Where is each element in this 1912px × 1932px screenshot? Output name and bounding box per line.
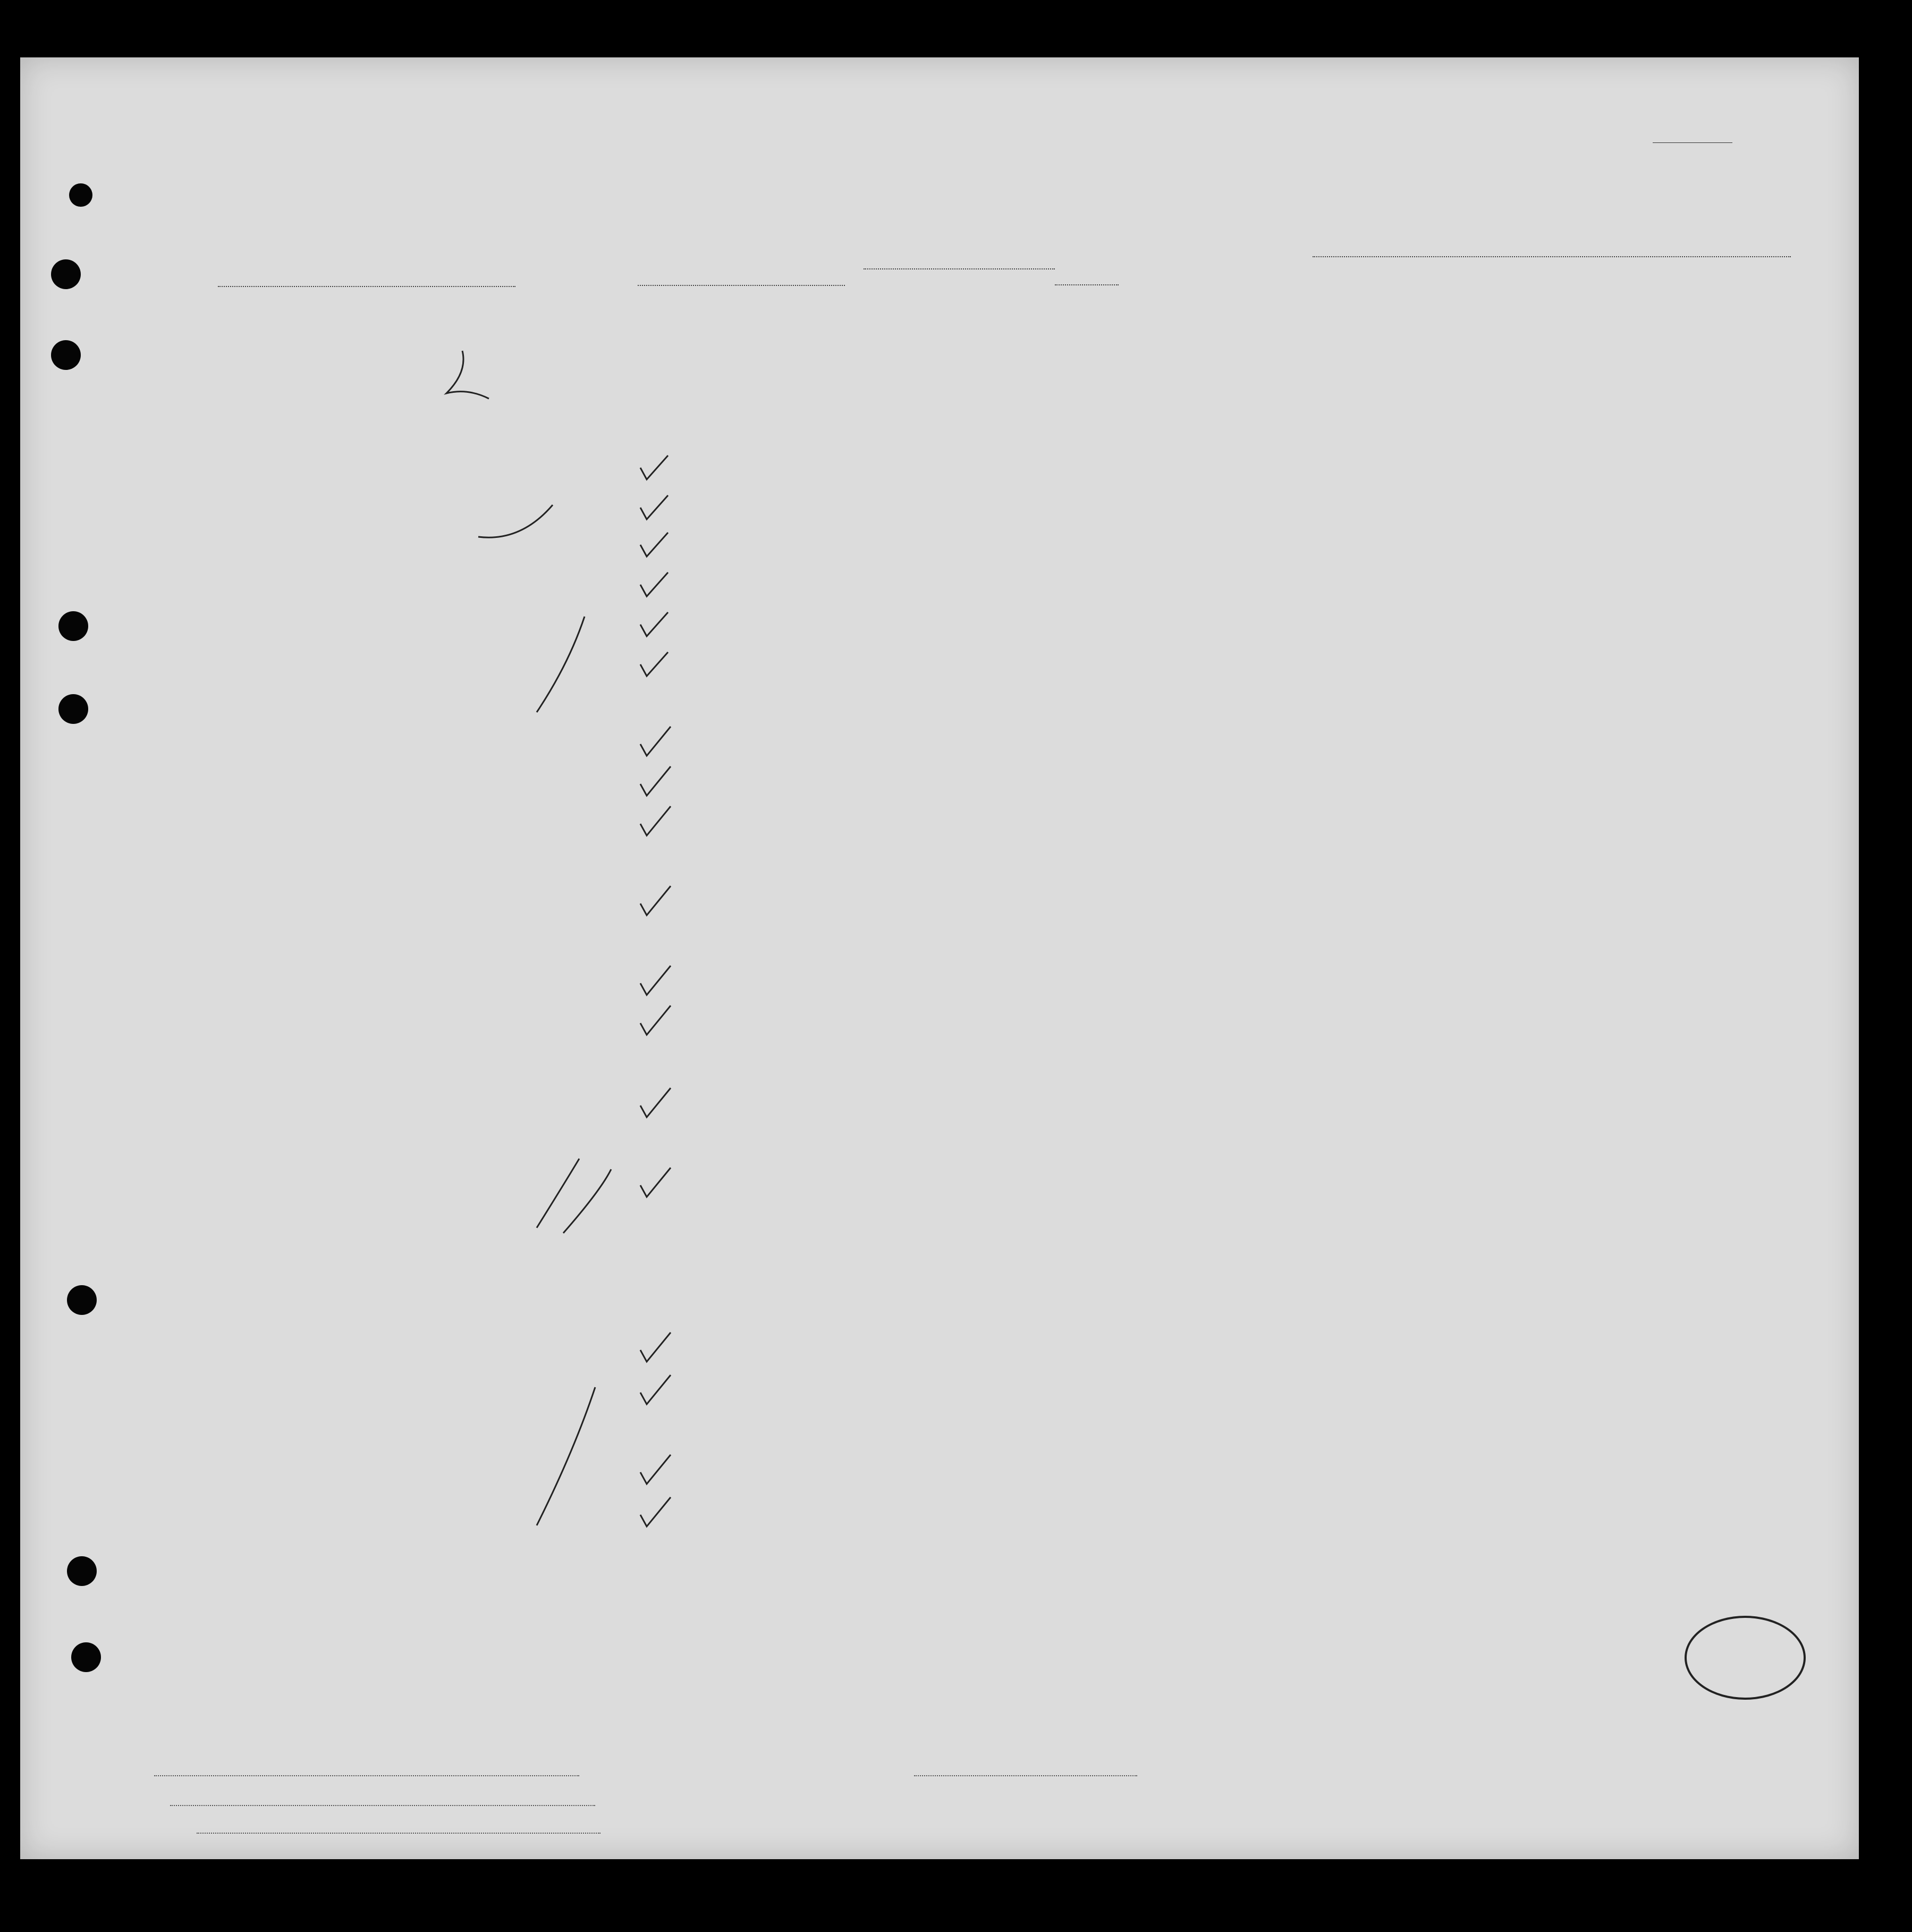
manifest-sheet: [20, 57, 1859, 1859]
punch-hole: [58, 694, 88, 724]
total-circled: [1685, 1616, 1806, 1700]
punch-hole: [71, 1642, 101, 1672]
punch-hole: [58, 611, 88, 641]
punch-hole: [69, 183, 92, 207]
year-label: [1055, 284, 1119, 285]
vessel-name: [218, 286, 515, 287]
line-underline: [154, 1775, 579, 1776]
owners-underline: [170, 1805, 595, 1806]
from-port: [1313, 256, 1791, 257]
punch-hole: [67, 1556, 97, 1586]
punch-hole: [67, 1285, 97, 1315]
date-stamp: [864, 268, 1055, 269]
agents-underline: [197, 1833, 600, 1834]
sheet-label: [1653, 131, 1732, 147]
inspector-underline: [914, 1775, 1137, 1776]
punch-hole: [51, 259, 81, 289]
sheet-no-value: [1653, 142, 1732, 143]
arriving-port: [638, 285, 845, 286]
punch-hole: [51, 340, 81, 370]
